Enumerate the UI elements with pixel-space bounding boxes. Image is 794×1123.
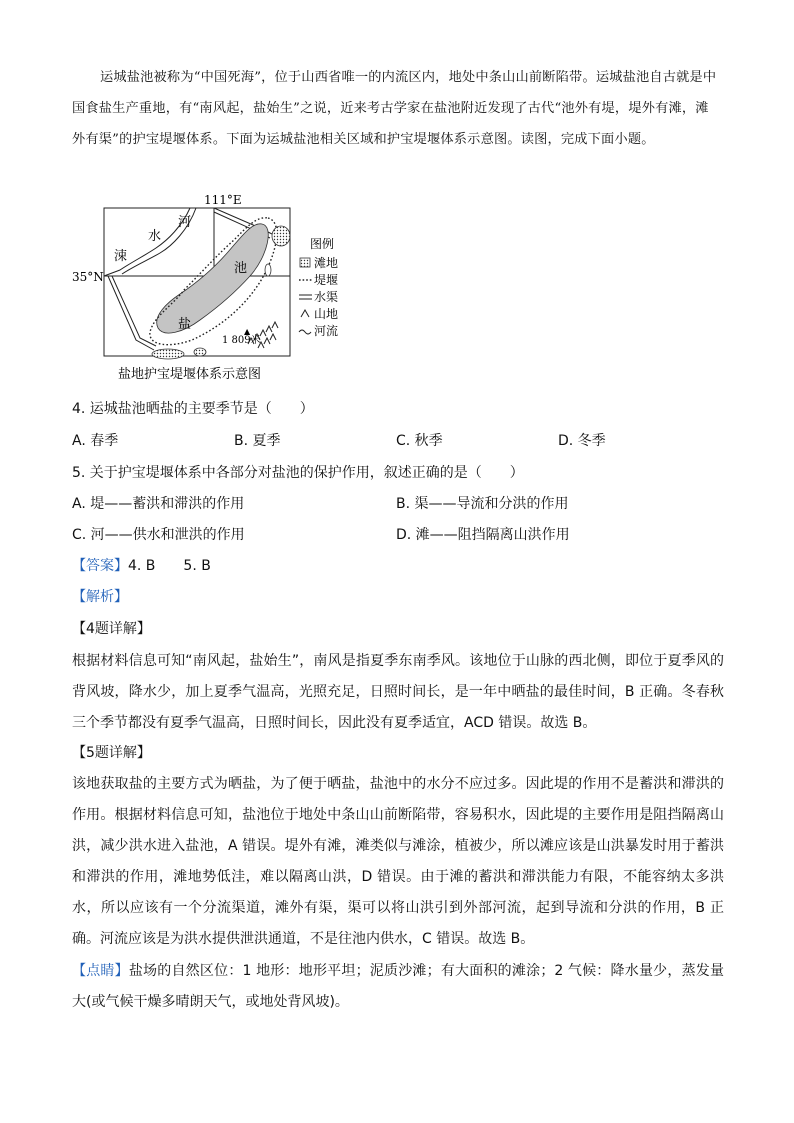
legend-canal-icon — [299, 295, 312, 299]
answer-text: 4. B 5. B — [128, 558, 211, 574]
q5-option-c: C. 河——供水和泄洪的作用 — [72, 527, 245, 543]
q4-option-c: C. 秋季 — [396, 433, 443, 449]
legend-river-icon — [299, 330, 311, 334]
river-char-2: 水 — [148, 229, 162, 244]
q4-option-b: B. 夏季 — [234, 433, 281, 449]
legend-label-beach: 滩地 — [314, 256, 339, 270]
longitude-label: 111°E — [204, 193, 242, 207]
q5-stem: 5. 关于护宝堤堰体系中各部分对盐池的保护作用，叙述正确的是（ ） — [72, 465, 524, 481]
svg-text:▲: ▲ — [244, 327, 251, 336]
salt-lake — [157, 224, 269, 333]
legend-label-river: 河流 — [314, 324, 339, 338]
river-char-3: 河 — [178, 215, 192, 230]
answer-label: 【答案】 — [72, 558, 128, 574]
lake-char-2: 池 — [234, 261, 248, 276]
q4-stem: 4. 运城盐池晒盐的主要季节是（ ） — [72, 401, 314, 417]
intro-paragraph: 运城盐池被称为“中国死海”，位于山西省唯一的内流区内，地处中条山山前断陷带。运城盐池自古就是中国食盐生产重地，有“南风起，盐始生”之说，近来考古学家在盐池附近发现了古代“池外有堤，堤外有滩，滩外有渠”的护宝堤堰体系。下面为运城盐池相关区域和护宝堤堰体系示意图。读图，完成下面小题。 — [72, 70, 717, 147]
legend-title: 图例 — [310, 237, 335, 251]
legend-label-mountain: 山地 — [314, 307, 339, 321]
detail4-text: 根据材料信息可知“南风起，盐始生”，南风是指夏季东南季风。该地位于山脉的西北侧，即位于夏季风的背风坡，降水少，加上夏季气温高，光照充足，日照时间长，是一年中晒盐的最佳时间，B 正确。冬春秋三个季节都没有夏季气温高，日照时间长，因此没有夏季适宜，ACD 错误。故选 B。 — [72, 653, 724, 731]
q4-option-a: A. 春季 — [72, 433, 119, 449]
river-char-1: 涑 — [114, 249, 128, 264]
beach-south — [152, 349, 184, 359]
legend-mountain-icon — [301, 310, 309, 317]
latitude-label: 35°N — [72, 270, 104, 284]
legend-beach-icon — [300, 258, 310, 267]
elevation-label: 1 809米 — [222, 335, 261, 346]
analysis-label: 【解析】 — [72, 589, 128, 605]
tip-label: 【点睛】 — [72, 963, 129, 979]
legend-label-dike: 堤堰 — [314, 273, 339, 287]
q5-option-a: A. 堤——蓄洪和滞洪的作用 — [72, 496, 245, 512]
salt-lake-diagram — [72, 190, 372, 386]
legend-label-canal: 水渠 — [314, 290, 339, 304]
beach-north — [272, 226, 290, 246]
q4-option-d: D. 冬季 — [558, 433, 606, 449]
canal-west — [108, 276, 154, 350]
answer-row — [72, 555, 211, 575]
diagram-caption: 盐地护宝堤堰体系示意图 — [118, 367, 262, 382]
lake-char-1: 盐 — [178, 317, 192, 332]
detail4-label: 【4题详解】 — [72, 621, 151, 637]
q5-option-d: D. 滩——阻挡隔离山洪作用 — [396, 527, 570, 543]
detail5-text: 该地获取盐的主要方式为晒盐，为了便于晒盐，盐池中的水分不应过多。因此堤的作用不是蓄洪和滞洪的作用。根据材料信息可知，盐池位于地处中条山山前断陷带，容易积水，因此堤的主要作用是阻挡隔离山洪，减少洪水进入盐池，A 错误。堤外有滩，滩类似与滩涂，植被少，所以滩应该是山洪暴发时用于蓄洪和滞洪的作用，滩地势低洼，难以隔离山洪，D 错误。由于滩的蓄洪和滞洪能力有限，不能容纳太多洪水，所以应该有一个分流渠道，滩外有渠，渠可以将山洪引到外部河流，起到导流和分洪的作用，B 正确。河流应该是为洪水提供泄洪通道，不是往池内供水，C 错误。故选 B。 — [72, 776, 724, 947]
tip-text: 盐场的自然区位：1 地形：地形平坦；泥质沙滩；有大面积的滩涂；2 气候：降水量少，蒸发量大(或气候干燥多晴朗天气，或地处背风坡)。 — [72, 963, 724, 1010]
tip-paragraph — [72, 956, 724, 1018]
detail5-label: 【5题详解】 — [72, 745, 151, 761]
q5-option-b: B. 渠——导流和分洪的作用 — [396, 496, 569, 512]
